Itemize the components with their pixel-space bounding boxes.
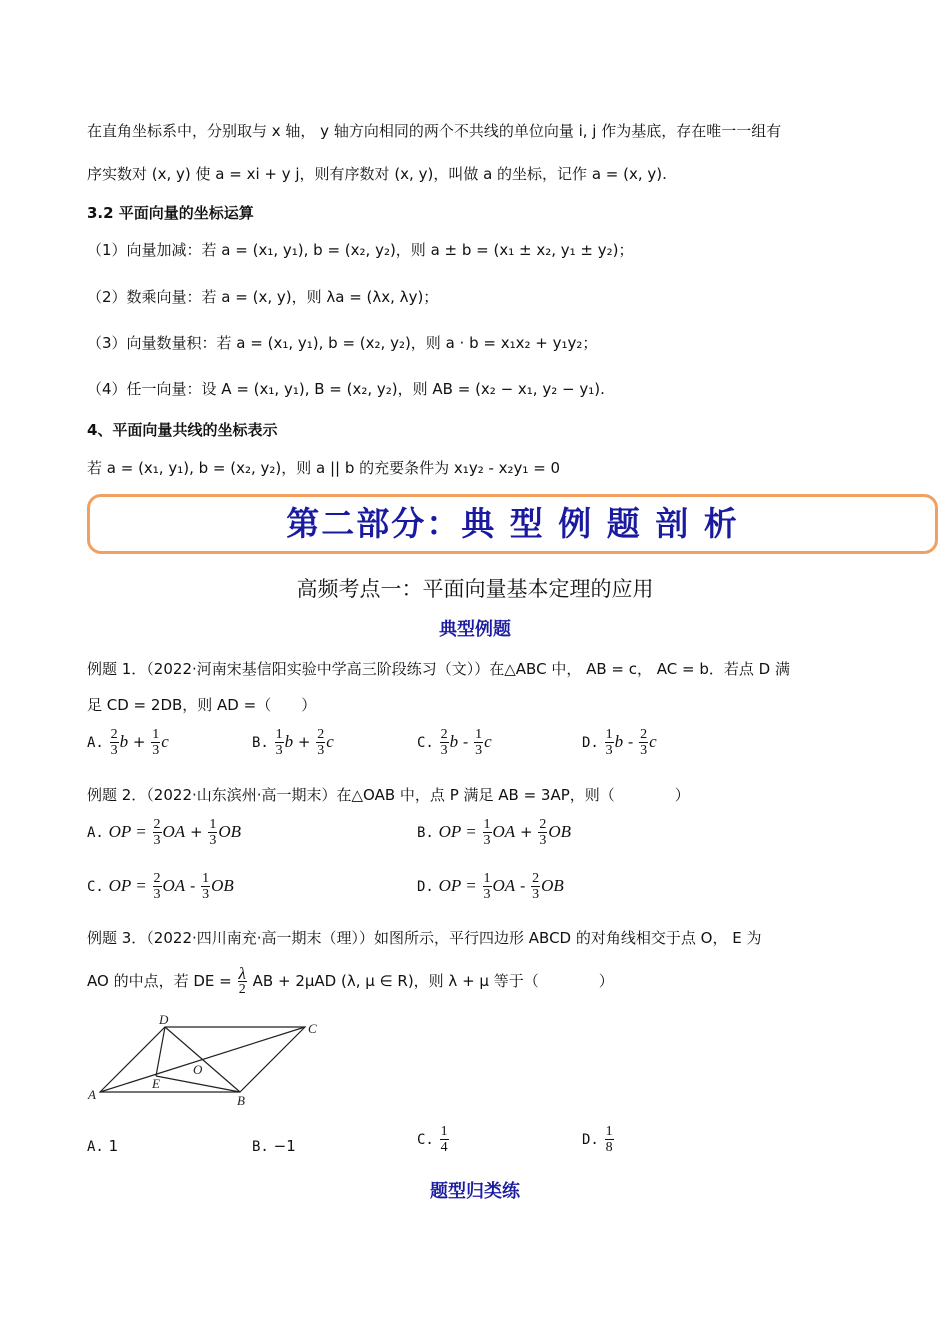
vector-c: c <box>649 732 657 751</box>
frac-num: λ <box>238 964 246 983</box>
ex1-option-c[interactable] <box>417 727 492 758</box>
vector-ob: OB <box>211 876 234 895</box>
operator: - <box>627 733 634 751</box>
label-d: D <box>159 1012 169 1027</box>
operator: + <box>132 733 146 751</box>
vector-c: c <box>484 732 492 751</box>
option-label: A. <box>87 825 104 841</box>
option-label: C. <box>417 1132 434 1148</box>
operator: + <box>297 733 311 751</box>
vector-oa: OA <box>162 876 186 895</box>
frac-num: 2 <box>153 817 161 832</box>
frac-num: 2 <box>532 871 540 886</box>
ex1-option-a[interactable] <box>87 727 169 758</box>
vector-oa: OA <box>162 822 186 841</box>
frac-num: 2 <box>153 871 161 886</box>
segment-eb <box>156 1076 240 1092</box>
operator: - <box>462 733 469 751</box>
sec32-item-4: （4）任一向量：设 A = (x₁, y₁), B = (x₂, y₂)，则 AB = (x₂ − x₁, y₂ − y₁). <box>87 380 605 398</box>
part-two-banner <box>87 494 938 554</box>
option-label: A. <box>87 735 104 751</box>
frac-num: 1 <box>605 1124 613 1139</box>
frac-num: 2 <box>440 727 448 742</box>
ex2-option-a[interactable] <box>87 817 241 848</box>
frac-den: 3 <box>605 743 613 758</box>
ex1-option-d[interactable] <box>582 727 657 758</box>
operator: + <box>189 823 203 841</box>
ex2-stem: 例题 2．（2022·山东滨州·高一期末）在△OAB 中，点 P 满足 AB = 3AP，则（ ） <box>87 786 690 804</box>
frac-den: 3 <box>202 887 210 902</box>
option-label: B. <box>417 825 434 841</box>
option-label: C. <box>87 879 104 895</box>
practice-title: 题型归类练 <box>430 1181 520 1202</box>
frac-den: 3 <box>317 743 325 758</box>
vector-ob: OB <box>548 822 571 841</box>
frac-den: 3 <box>209 833 217 848</box>
intro-line-1: 在直角坐标系中，分别取与 x 轴， y 轴方向相同的两个不共线的单位向量 i, j 作为基底，存在唯一一组有 <box>87 122 782 140</box>
vector-c: c <box>326 732 334 751</box>
frac-num: 1 <box>275 727 283 742</box>
section-3-2-title: 3.2 平面向量的坐标运算 <box>87 204 254 222</box>
intro-line-2: 序实数对 (x, y) 使 a = xi + y j，则有序数对 (x, y)，叫做 a 的坐标，记作 a = (x, y). <box>87 165 667 183</box>
ex3-stem-part-a: AO 的中点，若 DE = <box>87 972 232 990</box>
vector-ob: OB <box>541 876 564 895</box>
frac-den: 3 <box>153 833 161 848</box>
lhs: OP = <box>438 822 477 841</box>
frac-den: 3 <box>110 743 118 758</box>
option-label: D. <box>417 879 434 895</box>
frac-num: 2 <box>539 817 547 832</box>
frac-den: 3 <box>440 743 448 758</box>
frac-num: 1 <box>440 1124 448 1139</box>
sec4-condition: 若 a = (x₁, y₁), b = (x₂, y₂)，则 a || b 的充要条件为 x₁y₂ - x₂y₁ = 0 <box>87 459 561 477</box>
ex2-option-c[interactable] <box>87 871 234 902</box>
ex2-option-b[interactable] <box>417 817 571 848</box>
diagonal-bd <box>165 1027 240 1092</box>
option-label: C. <box>417 735 434 751</box>
frac-den: 4 <box>440 1140 448 1155</box>
ex3-stem-line-2 <box>87 966 614 997</box>
frac-den: 3 <box>483 887 491 902</box>
frac-den: 8 <box>605 1140 613 1155</box>
lhs: OP = <box>108 822 147 841</box>
operator: + <box>519 823 533 841</box>
frac-den: 3 <box>532 887 540 902</box>
operator: - <box>519 877 526 895</box>
option-value: 1 <box>108 1137 119 1155</box>
vector-oa: OA <box>492 822 516 841</box>
option-value: −1 <box>273 1137 296 1155</box>
parallelogram-figure <box>85 1012 325 1112</box>
vector-oa: OA <box>492 876 516 895</box>
frac-num: 2 <box>640 727 648 742</box>
ex1-stem-line-2: 足 CD = 2DB，则 AD =（ ） <box>87 696 317 714</box>
frac-den: 3 <box>153 887 161 902</box>
label-o: O <box>193 1062 203 1077</box>
frac-den: 3 <box>152 743 160 758</box>
option-label: B. <box>252 1139 269 1155</box>
frac-num: 1 <box>483 817 491 832</box>
option-label: D. <box>582 1132 599 1148</box>
label-c: C <box>308 1021 317 1036</box>
sec32-item-3: （3）向量数量积：若 a = (x₁, y₁), b = (x₂, y₂)，则 a · b = x₁x₂ + y₁y₂； <box>87 334 598 352</box>
frac-den: 2 <box>238 982 246 997</box>
ex2-option-d[interactable] <box>417 871 564 902</box>
frac-num: 1 <box>605 727 613 742</box>
frac-den: 3 <box>539 833 547 848</box>
vector-b: b <box>614 732 624 751</box>
lhs: OP = <box>438 876 477 895</box>
sec32-item-2: （2）数乘向量：若 a = (x, y)，则 λa = (λx, λy)； <box>87 288 439 306</box>
label-a: A <box>88 1087 96 1102</box>
frac-num: 1 <box>483 871 491 886</box>
operator: - <box>189 877 196 895</box>
ex3-option-d[interactable] <box>582 1124 615 1155</box>
option-label: D. <box>582 735 599 751</box>
vector-ob: OB <box>218 822 241 841</box>
topic-title: 高频考点一：平面向量基本定理的应用 <box>296 577 654 601</box>
frac-den: 3 <box>483 833 491 848</box>
ex1-option-b[interactable] <box>252 727 334 758</box>
frac-num: 2 <box>110 727 118 742</box>
label-b: B <box>237 1093 245 1108</box>
ex1-stem-line-1: 例题 1．（2022·河南宋基信阳实验中学高三阶段练习（文））在△ABC 中， AB = c， AC = b．若点 D 满 <box>87 660 790 678</box>
banner-title: 第二部分：典 型 例 题 剖 析 <box>286 504 739 543</box>
lhs: OP = <box>108 876 147 895</box>
frac-den: 3 <box>475 743 483 758</box>
ex3-option-c[interactable] <box>417 1124 450 1155</box>
vector-b: b <box>449 732 459 751</box>
vector-b: b <box>284 732 294 751</box>
frac-num: 1 <box>152 727 160 742</box>
ex3-option-b[interactable] <box>252 1136 296 1157</box>
option-label: B. <box>252 735 269 751</box>
ex3-option-a[interactable] <box>87 1136 118 1157</box>
label-e: E <box>152 1076 160 1091</box>
frac-den: 3 <box>275 743 283 758</box>
section-4-title: 4、平面向量共线的坐标表示 <box>87 421 278 439</box>
sec32-item-1: （1）向量加减：若 a = (x₁, y₁), b = (x₂, y₂)，则 a ± b = (x₁ ± x₂, y₁ ± y₂)； <box>87 241 634 259</box>
frac-num: 1 <box>475 727 483 742</box>
vector-c: c <box>161 732 169 751</box>
frac-num: 2 <box>317 727 325 742</box>
frac-num: 1 <box>202 871 210 886</box>
option-label: A. <box>87 1139 104 1155</box>
vector-b: b <box>119 732 129 751</box>
frac-den: 3 <box>640 743 648 758</box>
ex3-stem-line-1: 例题 3．（2022·四川南充·高一期末（理））如图所示，平行四边形 ABCD 的对角线相交于点 O， E 为 <box>87 929 762 947</box>
frac-num: 1 <box>209 817 217 832</box>
ex3-stem-part-b: AB + 2μAD (λ, μ ∈ R)，则 λ + μ 等于（ ） <box>252 972 614 990</box>
typical-examples-title: 典型例题 <box>439 619 511 640</box>
